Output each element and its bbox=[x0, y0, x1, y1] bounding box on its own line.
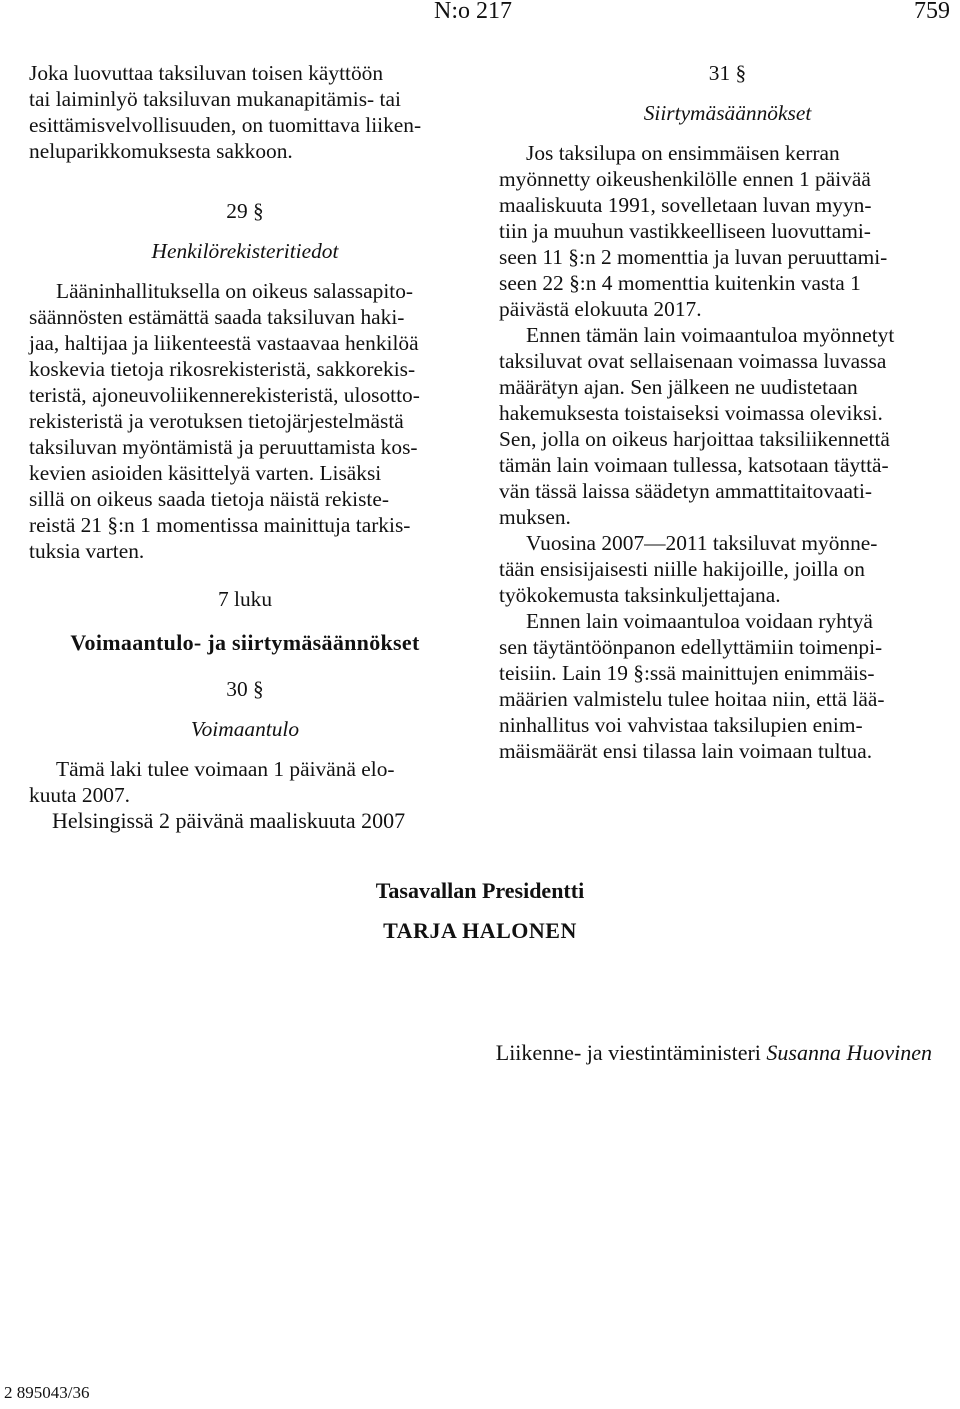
text-line: kuuta 2007. bbox=[29, 783, 130, 807]
text-line: Ennen tämän lain voimaantuloa myönnetyt bbox=[526, 323, 895, 347]
text-line: neluparikkomuksesta sakkoon. bbox=[29, 139, 293, 163]
text-line: jaa, haltijaa ja liikenteestä vastaavaa henkilöä bbox=[29, 331, 419, 355]
section-31-title: Siirtymäsäännökset bbox=[643, 101, 812, 125]
text-line: taksiluvan myöntämistä ja peruuttamista kos- bbox=[29, 435, 418, 459]
text-line: sen täytäntöönpanon edellyttämiin toimenpi- bbox=[499, 635, 883, 659]
text-line: tään ensisijaisesti niille hakijoille, joilla on bbox=[499, 557, 865, 581]
text-line: mäismäärät ensi tilassa lain voimaan tultua. bbox=[499, 739, 873, 763]
text-line: Ennen lain voimaantuloa voidaan ryhtyä bbox=[526, 609, 873, 633]
section-31-paragraph-1 bbox=[499, 140, 956, 322]
text-line: ninhallitus voi vahvistaa taksilupien enim- bbox=[499, 713, 863, 737]
signatory-name: TARJA HALONEN bbox=[383, 918, 577, 943]
text-line: työkokemusta taksinkuljettajana. bbox=[499, 583, 781, 607]
text-line: tiin ja muuhun vastikkeelliseen luovuttami- bbox=[499, 219, 871, 243]
text-line: kevien asioiden käsittelyä varten. Lisäksi bbox=[29, 461, 382, 485]
section-31-paragraph-2 bbox=[499, 322, 956, 530]
text-line: tuksia varten. bbox=[29, 539, 145, 563]
text-line: maaliskuuta 1991, sovelletaan luvan myyn- bbox=[499, 193, 872, 217]
date-line: Helsingissä 2 päivänä maaliskuuta 2007 bbox=[52, 808, 406, 833]
text-line: teisiin. Lain 19 §:ssä mainittujen enimmäis- bbox=[499, 661, 875, 685]
text-line: rekisteristä ja verotuksen tietojärjestelmästä bbox=[29, 409, 404, 433]
minister-line bbox=[496, 1040, 932, 1066]
text-line: Lääninhallituksella on oikeus salassapito- bbox=[56, 279, 414, 303]
print-code: 2 895043/36 bbox=[4, 1383, 90, 1402]
text-line: muksen. bbox=[499, 505, 571, 529]
signatory-role: Tasavallan Presidentti bbox=[375, 878, 585, 903]
section-29-paragraph bbox=[29, 278, 461, 564]
text-line: reistä 21 §:n 1 momentissa mainittuja tarkis- bbox=[29, 513, 411, 537]
text-line: tai laiminlyö taksiluvan mukanapitämis- tai bbox=[29, 87, 401, 111]
section-30-number: 30 § bbox=[226, 677, 264, 701]
section-29-title: Henkilörekisteritiedot bbox=[151, 239, 339, 263]
text-line: Tämä laki tulee voimaan 1 päivänä elo- bbox=[56, 757, 395, 781]
text-line: seen 22 §:n 4 momenttia kuitenkin vasta 1 bbox=[499, 271, 861, 295]
section-31-paragraph-3 bbox=[499, 530, 956, 608]
text-line: määrätyn ajan. Sen jälkeen ne uudistetaan bbox=[499, 375, 858, 399]
text-line: hakemuksesta toistaiseksi voimassa oleviksi. bbox=[499, 401, 883, 425]
text-line: teristä, ajoneuvoliikennerekisteristä, ulosotto- bbox=[29, 383, 420, 407]
left-column bbox=[29, 60, 461, 808]
text-line: Vuosina 2007—2011 taksiluvat myönne- bbox=[526, 531, 878, 555]
text-line: Jos taksilupa on ensimmäisen kerran bbox=[526, 141, 840, 165]
text-line: koskevia tietoja rikosrekisteristä, sakkorekis- bbox=[29, 357, 416, 381]
text-line: tämän lain voimaan tullessa, katsotaan täyttä- bbox=[499, 453, 889, 477]
chapter-title: Voimaantulo- ja siirtymäsäännökset bbox=[70, 630, 420, 655]
text-line: taksiluvat ovat sellaisenaan voimassa luvassa bbox=[499, 349, 887, 373]
text-line: Joka luovuttaa taksiluvan toisen käyttöön bbox=[29, 61, 384, 85]
text-line: määrien valmistelu tulee hoitaa niin, että lää- bbox=[499, 687, 885, 711]
chapter-number: 7 luku bbox=[217, 587, 273, 611]
section-30-paragraph bbox=[29, 756, 461, 808]
section-31-paragraph-4 bbox=[499, 608, 956, 764]
section-30-title: Voimaantulo bbox=[190, 717, 300, 741]
section-29-number: 29 § bbox=[226, 199, 264, 223]
text-line: säännösten estämättä saada taksiluvan haki- bbox=[29, 305, 405, 329]
text-line: myönnetty oikeushenkilölle ennen 1 päivää bbox=[499, 167, 871, 191]
text-line: sillä on oikeus saada tietoja näistä rekiste- bbox=[29, 487, 389, 511]
text-line: seen 11 §:n 2 momenttia ja luvan peruuttami- bbox=[499, 245, 888, 269]
section-31-number: 31 § bbox=[708, 61, 747, 85]
text-line: Sen, jolla on oikeus harjoittaa taksiliikennettä bbox=[499, 427, 890, 451]
page-number: 759 bbox=[914, 0, 950, 24]
text-line: vän tässä laissa säädetyn ammattitaitovaati- bbox=[499, 479, 873, 503]
minister-title: Liikenne- ja viestintäministeri bbox=[495, 1040, 761, 1065]
text-line: esittämisvelvollisuuden, on tuomittava liiken- bbox=[29, 113, 422, 137]
right-column bbox=[499, 60, 956, 764]
page-number-label: N:o 217 bbox=[434, 0, 512, 24]
minister-name: Susanna Huovinen bbox=[766, 1040, 932, 1065]
penalty-paragraph bbox=[29, 60, 461, 164]
text-line: päivästä elokuuta 2017. bbox=[499, 297, 702, 321]
